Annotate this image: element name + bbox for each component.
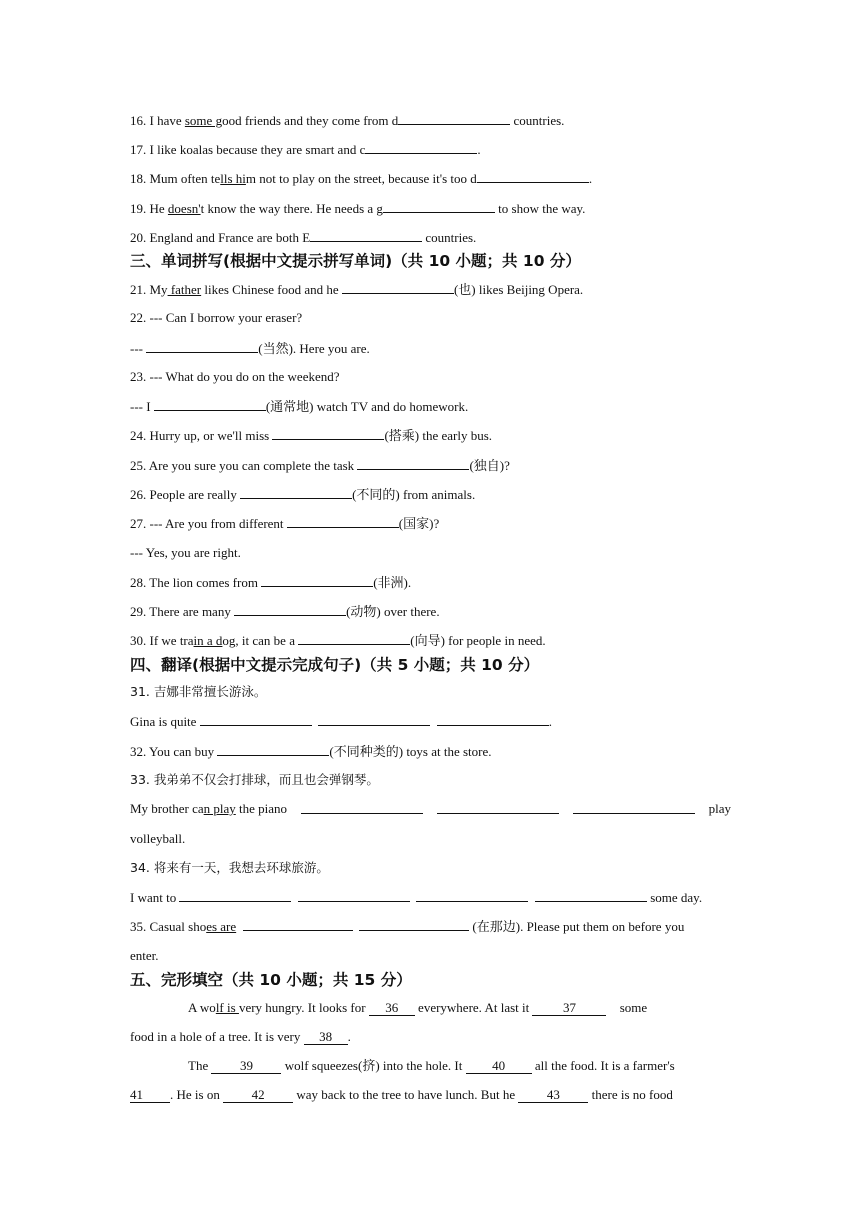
- q31-blank-3[interactable]: [437, 713, 549, 726]
- q18-underlined: lls hi: [220, 171, 246, 186]
- q27-text: 27. --- Are you from different: [130, 516, 287, 531]
- q16-underlined: some g: [184, 113, 223, 128]
- q26-blank[interactable]: [240, 486, 352, 499]
- question-34-chinese: 34. 将来有一天，我想去环球旅游。: [130, 860, 329, 875]
- cloze-blank-36[interactable]: 36: [369, 1000, 415, 1016]
- q28-text: 28. The lion comes from: [130, 575, 262, 590]
- section5-heading: 五、完形填空（共 10 小题；共 15 分）: [130, 971, 412, 989]
- section4-heading: 四、翻译(根据中文提示完成句子)（共 5 小题；共 10 分）: [130, 656, 540, 674]
- q29-blank[interactable]: [234, 603, 346, 616]
- q35-underlined: es are: [206, 919, 237, 934]
- q25-text-end: (独自)?: [469, 458, 510, 473]
- cloze-text: A wo: [188, 1000, 216, 1015]
- q27-text-end: (国家)?: [398, 516, 440, 531]
- q18-text: 18. Mum often te: [130, 171, 221, 186]
- question-17: [130, 141, 481, 158]
- section3-heading: 三、单词拼写(根据中文提示拼写单词)（共 10 小题；共 10 分）: [130, 252, 581, 270]
- q28-blank[interactable]: [261, 574, 373, 587]
- cloze-paragraph-2-line-1: [188, 1058, 675, 1074]
- cloze-text: there is no food: [588, 1087, 673, 1102]
- question-16: [130, 112, 564, 129]
- question-21: [130, 281, 583, 298]
- question-26: [130, 486, 475, 503]
- cloze-text: way back to the tree to have lunch. But he: [293, 1087, 519, 1102]
- cloze-blank-42[interactable]: 42: [223, 1087, 293, 1103]
- question-28: [130, 574, 411, 591]
- cloze-blank-38[interactable]: 38: [304, 1029, 348, 1045]
- q28-text-end: (非洲).: [373, 575, 412, 590]
- q33-text-mid: the piano: [235, 801, 288, 816]
- q33-blank-2[interactable]: [437, 801, 559, 814]
- cloze-text: . He is on: [170, 1087, 224, 1102]
- q34-blank-3[interactable]: [416, 889, 528, 902]
- q19-text: 19. He: [130, 201, 168, 216]
- q20-text-end: countries.: [422, 230, 477, 245]
- question-19: [130, 200, 585, 217]
- q18-blank[interactable]: [477, 170, 589, 183]
- question-23-answer: [130, 398, 468, 415]
- q31-blank-1[interactable]: [200, 713, 312, 726]
- q17-text-end: .: [477, 142, 481, 157]
- question-35-continued: enter.: [130, 948, 159, 963]
- q16-text-end: countries.: [510, 113, 565, 128]
- q19-text-mid: t know the way there. He needs a g: [200, 201, 383, 216]
- q26-text-end: (不同的) from animals.: [352, 487, 476, 502]
- q34-text: I want to: [130, 890, 180, 905]
- q29-text-end: (动物) over there.: [346, 604, 440, 619]
- q31-text: Gina is quite: [130, 714, 200, 729]
- question-35: [130, 918, 684, 935]
- question-31-english: Gina is quite .: [130, 714, 552, 729]
- cloze-blank-41[interactable]: 41: [130, 1087, 170, 1103]
- q32-text: 32. You can buy: [130, 744, 218, 759]
- q27-blank[interactable]: [287, 515, 399, 528]
- q35-text-end: (在那边). Please put them on before you: [469, 919, 685, 934]
- q30-text: 30. If we tra: [130, 633, 194, 648]
- question-22-answer: [130, 340, 370, 357]
- q23-text: --- I: [130, 399, 154, 414]
- question-22-prompt: 22. --- Can I borrow your eraser?: [130, 310, 303, 325]
- q24-blank[interactable]: [272, 427, 384, 440]
- question-34-english: [130, 889, 702, 906]
- cloze-blank-37[interactable]: 37: [532, 1000, 606, 1016]
- q34-blank-1[interactable]: [179, 889, 291, 902]
- q32-text-end: (不同种类的) toys at the store.: [329, 744, 492, 759]
- q33-text-end: play: [708, 801, 731, 816]
- cloze-underlined: lf is: [215, 1000, 239, 1015]
- q19-underlined: doesn': [167, 201, 201, 216]
- question-33-continued: volleyball.: [130, 831, 186, 846]
- question-30: [130, 632, 546, 649]
- q33-blank-1[interactable]: [301, 801, 423, 814]
- q17-text: 17. I like koalas because they are smart and c: [130, 142, 366, 157]
- question-20: [130, 229, 476, 246]
- q24-text: 24. Hurry up, or we'll miss: [130, 428, 273, 443]
- q19-blank[interactable]: [383, 200, 495, 213]
- cloze-blank-40[interactable]: 40: [466, 1058, 532, 1074]
- q21-blank[interactable]: [342, 281, 454, 294]
- q30-text-mid: og, it can be a: [222, 633, 299, 648]
- cloze-text: some: [616, 1000, 648, 1015]
- q35-text: 35. Casual sho: [130, 919, 207, 934]
- question-24: [130, 427, 492, 444]
- q34-text-end: some day.: [646, 890, 703, 905]
- cloze-text: wolf squeezes(挤) into the hole. It: [281, 1058, 466, 1073]
- question-33-english: [130, 801, 731, 817]
- question-27-prompt: [130, 515, 439, 532]
- question-33-chinese: 33. 我弟弟不仅会打排球，而且也会弹钢琴。: [130, 772, 379, 787]
- q24-text-end: (搭乘) the early bus.: [384, 428, 493, 443]
- q30-blank[interactable]: [298, 632, 410, 645]
- q30-text-end: (向导) for people in need.: [410, 633, 546, 648]
- cloze-blank-39[interactable]: 39: [211, 1058, 281, 1074]
- cloze-blank-43[interactable]: 43: [518, 1087, 588, 1103]
- q17-blank[interactable]: [365, 141, 477, 154]
- question-32: [130, 743, 492, 760]
- q21-text-end: (也) likes Beijing Opera.: [453, 282, 584, 297]
- q22-blank[interactable]: [146, 340, 258, 353]
- q21-text: 21. My: [130, 282, 168, 297]
- q34-blank-2[interactable]: [298, 889, 410, 902]
- q35-blank-2[interactable]: [359, 918, 469, 931]
- q30-underlined: in a d: [193, 633, 223, 648]
- q22-text: ---: [130, 341, 147, 356]
- question-31-chinese: 31. 吉娜非常擅长游泳。: [130, 684, 267, 699]
- question-25: [130, 457, 510, 474]
- question-18: [130, 170, 592, 187]
- q21-text-mid: likes Chinese food and he: [201, 282, 342, 297]
- q25-blank[interactable]: [357, 457, 469, 470]
- cloze-text: everywhere. At last it: [414, 1000, 533, 1015]
- cloze-text: .: [347, 1029, 351, 1044]
- q33-blank-3[interactable]: [573, 801, 695, 814]
- q18-text-mid: m not to play on the street, because it's too d: [245, 171, 477, 186]
- q16-text-mid: ood friends and they come from d: [222, 113, 399, 128]
- q23-blank[interactable]: [154, 398, 266, 411]
- q25-text: 25. Are you sure you can complete the task: [130, 458, 358, 473]
- q31-blank-2[interactable]: [318, 713, 430, 726]
- cloze-paragraph-2-line-2: [130, 1087, 673, 1103]
- q29-text: 29. There are many: [130, 604, 235, 619]
- q20-text: 20. England and France are both E: [130, 230, 311, 245]
- q23-text-end: (通常地) watch TV and do homework.: [265, 399, 469, 414]
- q20-blank[interactable]: [310, 229, 422, 242]
- q16-blank[interactable]: [398, 112, 510, 125]
- q22-text-end: (当然). Here you are.: [258, 341, 370, 356]
- cloze-text: very hungry. It looks for: [238, 1000, 369, 1015]
- q26-text: 26. People are really: [130, 487, 241, 502]
- cloze-text: The: [188, 1058, 212, 1073]
- q33-text: My brother ca: [130, 801, 204, 816]
- q35-blank-1[interactable]: [243, 918, 353, 931]
- cloze-paragraph-1-line-1: [188, 1000, 647, 1016]
- question-23-prompt: 23. --- What do you do on the weekend?: [130, 369, 340, 384]
- q16-text: 16. I have: [130, 113, 185, 128]
- q21-underlined: father: [167, 282, 202, 297]
- cloze-paragraph-1-line-2: [130, 1029, 351, 1045]
- question-29: [130, 603, 440, 620]
- q19-text-end: to show the way.: [494, 201, 586, 216]
- cloze-text: food in a hole of a tree. It is very: [130, 1029, 304, 1044]
- q32-blank[interactable]: [217, 743, 329, 756]
- question-27-answer: --- Yes, you are right.: [130, 545, 241, 560]
- q34-blank-4[interactable]: [535, 889, 647, 902]
- cloze-text: all the food. It is a farmer's: [531, 1058, 675, 1073]
- q18-text-end: .: [588, 171, 593, 186]
- q33-underlined: n play: [203, 801, 236, 816]
